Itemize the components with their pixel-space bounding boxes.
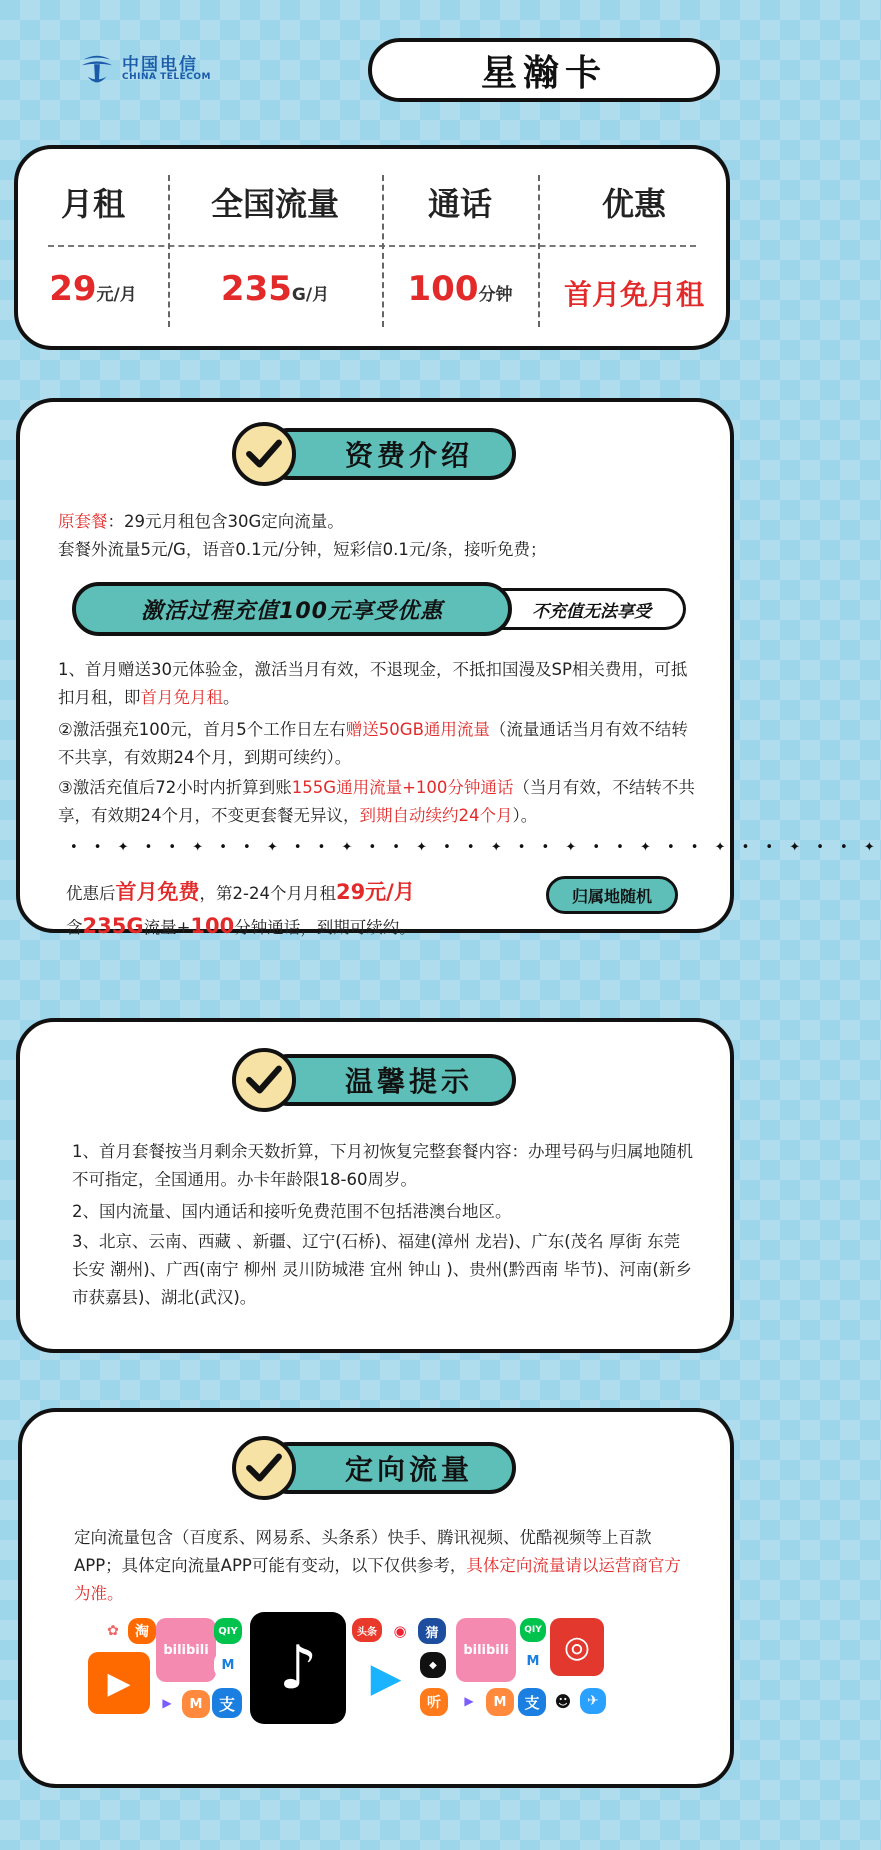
ting-icon: 听 [420, 1688, 448, 1716]
dotted-divider: • • ✦ • • ✦ • • ✦ • • ✦ • • ✦ • • ✦ • • ✦ • • ✦ • • ✦ • • ✦ • • ✦ [70, 840, 881, 855]
tip-item-3: 3、北京、云南、西藏 、新疆、辽宁(石桥)、福建(漳州 龙岩)、广东(茂名 厚街 东莞长安 潮州)、广西(南宁 柳州 灵川防城港 宜州 钟山 )、贵州(黔西南 毕节)、河南(新乡市获嘉县)、湖北(武汉)。 [72, 1232, 692, 1307]
value-promo: 首月免月租 [563, 278, 704, 311]
game-icon: ◆ [420, 1652, 446, 1678]
check-icon [232, 422, 296, 486]
header-calls: 通话 [427, 185, 492, 223]
telecom-logo-icon [78, 50, 116, 88]
card-name-title: 星瀚卡 [368, 38, 720, 102]
intro-item-3: ③激活充值后72小时内折算到账155G通用流量+100分钟通话（当月有效，不结转不共享，有效期24个月，不变更套餐无异议，到期自动续约24个月）。 [58, 778, 695, 825]
activation-pill: 激活过程充值100元享受优惠 [72, 582, 512, 636]
col-promo [538, 149, 730, 346]
tip-item-2: 2、国内流量、国内通话和接听免费范围不包括港澳台地区。 [72, 1202, 512, 1221]
kuaishou-icon: ▶ [88, 1652, 150, 1714]
intro-item-2: ②激活强充100元，首月5个工作日左右赠送50GB通用流量（流量通话当月有效不结转不共享，有效期24个月，到期可续约）。 [58, 720, 688, 767]
qq-icon: ☻ [550, 1688, 576, 1714]
mgtv-icon: M [182, 1690, 210, 1718]
promo-summary: 优惠后首月免费，第2-24个月月租29元/月 含235G流量+100分钟通话，到期可续约。 [66, 880, 416, 938]
tip-item-1: 1、首月套餐按当月剩余天数折算，下月初恢复完整套餐内容：办理号码与归属地随机不可指定，全国通用。办卡年龄限18-60周岁。 [72, 1142, 693, 1189]
mgtv-icon-2: M [486, 1688, 514, 1716]
check-icon [232, 1048, 296, 1112]
original-plan-text: 原套餐：29元月租包含30G定向流量。 套餐外流量5元/G，语音0.1元/分钟，短彩信0.1元/条，接听免费； [58, 512, 547, 559]
taobao-icon: 淘 [128, 1618, 156, 1644]
toutiao-icon: 头条 [352, 1618, 382, 1642]
iqiyi-icon-2: QIY [520, 1618, 546, 1642]
weibo-icon: ◉ [386, 1618, 414, 1644]
section-header-intro [232, 424, 516, 484]
netease-music-icon: ◎ [550, 1618, 604, 1676]
intro-item-1: 1、首月赠送30元体验金，激活当月有效，不退现金，不抵扣国漫及SP相关费用，可抵扣月租，即首月免月租。 [58, 660, 688, 707]
brand-cn: 中国电信 [122, 55, 198, 75]
value-calls: 100分钟 [407, 269, 513, 309]
value-monthly-fee: 29元/月 [49, 269, 137, 309]
douyin-icon: ♪ [250, 1612, 346, 1724]
cctv-icon-2: M [520, 1648, 546, 1674]
section-title: 温馨提示 [262, 1054, 516, 1106]
brand-en: CHINA TELECOM [122, 72, 211, 82]
app-icon-collage [88, 1618, 668, 1730]
section-title: 定向流量 [262, 1442, 516, 1494]
tencent-video-icon: ▶ [356, 1648, 416, 1708]
value-national-data: 235G/月 [220, 269, 330, 309]
alipay-icon: 支 [212, 1688, 242, 1718]
china-telecom-logo [78, 48, 218, 92]
news-icon: 猜 [418, 1618, 446, 1644]
alipay-icon-2: 支 [518, 1688, 546, 1716]
check-icon [232, 1436, 296, 1500]
col-monthly-fee [18, 149, 168, 346]
header-promo: 优惠 [601, 185, 666, 223]
cctv-icon: M [214, 1652, 242, 1678]
iqiyi-icon: QIY [214, 1618, 242, 1644]
section-header-tips [232, 1050, 516, 1110]
header-national-data: 全国流量 [210, 185, 339, 223]
directional-text: 定向流量包含（百度系、网易系、头条系）快手、腾讯视频、优酷视频等上百款APP；具体定向流量APP可能有变动，以下仅供参考，具体定向流量请以运营商官方为准。 [74, 1528, 681, 1603]
section-title: 资费介绍 [262, 428, 516, 480]
bilibili-icon-2: bilibili [456, 1618, 516, 1682]
col-national-data [168, 149, 382, 346]
bilibili-icon: bilibili [156, 1618, 216, 1682]
baidu-icon: ✿ [100, 1618, 126, 1644]
col-calls [382, 149, 538, 346]
section-header-directional [232, 1438, 516, 1498]
plan-table [14, 145, 730, 350]
youku-icon-2: ▶ [456, 1690, 482, 1712]
youku-icon: ▶ [156, 1692, 178, 1714]
browser-icon: ✈ [580, 1688, 606, 1714]
no-recharge-pill: 不充值无法享受 [500, 588, 686, 630]
region-random-badge: 归属地随机 [546, 876, 678, 914]
header-monthly-fee: 月租 [60, 185, 125, 223]
